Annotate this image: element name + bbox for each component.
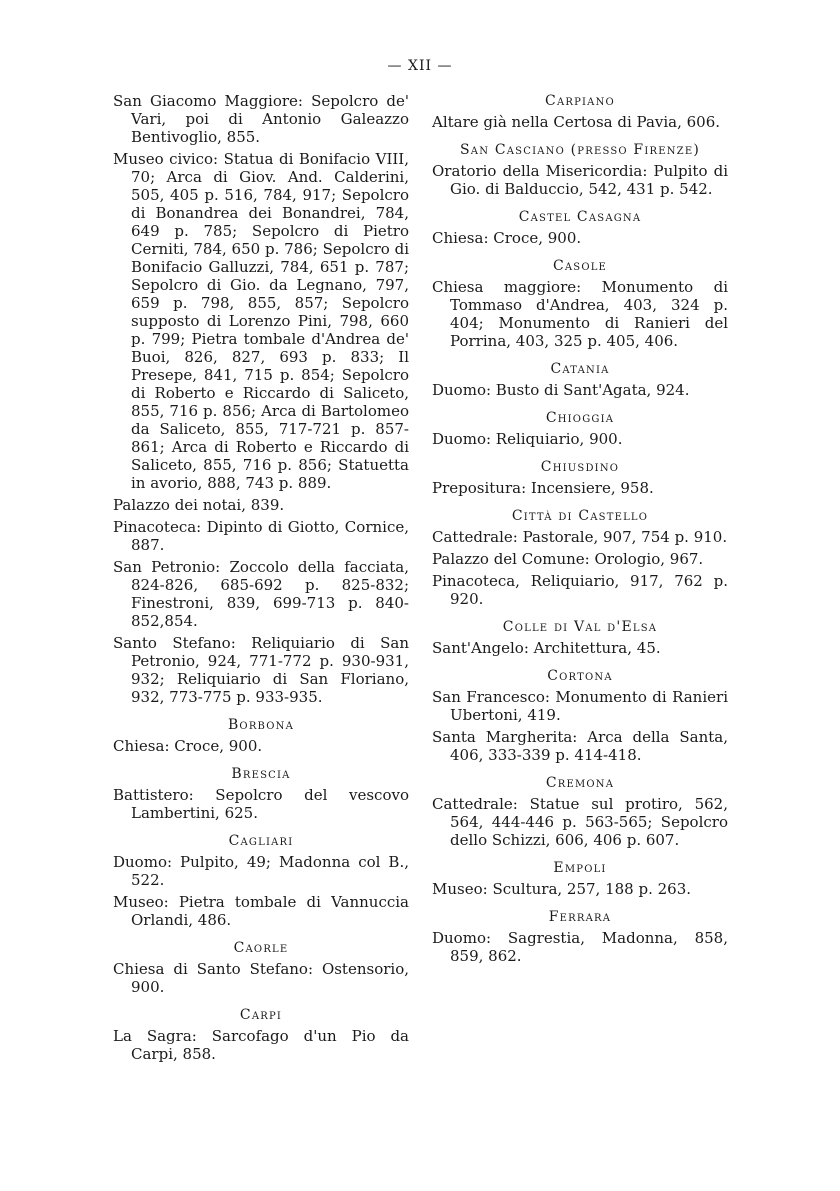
place-heading: Chioggia <box>545 410 615 426</box>
place-heading: Brescia <box>231 766 291 782</box>
place-heading: San Casciano (presso Firenze) <box>460 142 700 158</box>
place-heading: Cagliari <box>228 833 294 849</box>
index-entry: Chiesa maggiore: Monumento di Tommaso d'Andrea, 403, 324 p. 404; Monumento di Ranieri del Porrina, 403, 325 p. 405, 406. <box>432 278 728 350</box>
index-entry: Santa Margherita: Arca della Santa, 406, 333-339 p. 414-418. <box>432 728 728 764</box>
index-entry: Cattedrale: Statue sul protiro, 562, 564, 444-446 p. 563-565; Sepolcro dello Schizzi, 606, 406 p. 607. <box>432 795 728 849</box>
place-heading: Ferrara <box>548 909 612 925</box>
index-entry: La Sagra: Sarcofago d'un Pio da Carpi, 858. <box>113 1027 409 1063</box>
index-entry: Museo: Scultura, 257, 188 p. 263. <box>432 880 692 898</box>
place-heading: Borbona <box>227 717 295 733</box>
place-heading: Castel Casagna <box>518 209 642 225</box>
index-entry: Prepositura: Incensiere, 958. <box>432 479 654 497</box>
index-entry: San Giacomo Maggiore: Sepolcro de' Vari, poi di Antonio Galeazzo Bentivoglio, 855. <box>113 92 409 146</box>
index-entry: Palazzo del Comune: Orologio, 967. <box>432 550 704 568</box>
index-entry: Pinacoteca, Reliquiario, 917, 762 p. 920. <box>432 572 728 608</box>
index-entry: Oratorio della Misericordia: Pulpito di Gio. di Balduccio, 542, 431 p. 542. <box>432 162 728 198</box>
index-column-left <box>113 92 409 1067</box>
index-entry: Pinacoteca: Dipinto di Giotto, Cornice, 887. <box>113 518 409 554</box>
index-entry: Altare già nella Certosa di Pavia, 606. <box>432 113 721 131</box>
index-entry: Duomo: Pulpito, 49; Madonna col B., 522. <box>113 853 409 889</box>
index-entry: San Francesco: Monumento di Ranieri Ubertoni, 419. <box>432 688 728 724</box>
index-entry: Museo: Pietra tombale di Vannuccia Orlandi, 486. <box>113 893 409 929</box>
index-entry: San Petronio: Zoccolo della facciata, 824-826, 685-692 p. 825-832; Finestroni, 839, 699-713 p. 840-852,854. <box>113 558 409 630</box>
index-entry: Santo Stefano: Reliquiario di San Petronio, 924, 771-772 p. 930-931, 932; Reliquiario di San Floriano, 932, 773-775 p. 933-935. <box>113 634 409 706</box>
place-heading: Città di Castello <box>511 508 649 524</box>
place-heading: Casole <box>552 258 608 274</box>
index-entry: Palazzo dei notai, 839. <box>113 496 285 514</box>
place-heading: Colle di Val d'Elsa <box>502 619 658 635</box>
page-number: — XII — <box>387 58 453 74</box>
index-entry: Duomo: Sagrestia, Madonna, 858, 859, 862. <box>432 929 728 965</box>
place-heading: Caorle <box>233 940 289 956</box>
place-heading: Carpi <box>239 1007 283 1023</box>
index-column-right <box>432 92 728 969</box>
place-heading: Cremona <box>545 775 615 791</box>
index-entry: Chiesa: Croce, 900. <box>113 737 263 755</box>
index-entry: Battistero: Sepolcro del vescovo Lambertini, 625. <box>113 786 409 822</box>
index-entry: Cattedrale: Pastorale, 907, 754 p. 910. <box>432 528 728 546</box>
place-heading: Catania <box>550 361 610 377</box>
place-heading: Carpiano <box>545 93 615 109</box>
index-entry: Chiesa: Croce, 900. <box>432 229 582 247</box>
index-entry: Chiesa di Santo Stefano: Ostensorio, 900. <box>113 960 409 996</box>
place-heading: Chiusdino <box>540 459 620 475</box>
index-entry: Museo civico: Statua di Bonifacio VIII, 70; Arca di Giov. And. Calderini, 505, 405 p. 516, 784, 917; Sepolcro di Bonandrea dei Bonandrei, 784, 649 p. 785; Sepolcro di Pietro Cerniti, 784, 650 p. 786; Sepolcro di Bonifacio Galluzzi, 784, 651 p. 787; Sepolcro di Gio. da Legnano, 797, 659 p. 798, 855, 857; Sepolcro supposto di Lorenzo Pini, 798, 660 p. 799; Pietra tombale d'Andrea de' Buoi, 826, 827, 693 p. 833; Il Presepe, 841, 715 p. 854; Sepolcro di Roberto e Riccardo di Saliceto, 855, 716 p. 856; Arca di Bartolomeo da Saliceto, 855, 717-721 p. 857-861; Arca di Roberto e Riccardo di Saliceto, 855, 716 p. 856; Statuetta in avorio, 888, 743 p. 889. <box>113 150 409 492</box>
index-entry: Duomo: Reliquiario, 900. <box>432 430 623 448</box>
place-heading: Empoli <box>553 860 607 876</box>
place-heading: Cortona <box>547 668 613 684</box>
index-entry: Duomo: Busto di Sant'Agata, 924. <box>432 381 690 399</box>
index-entry: Sant'Angelo: Architettura, 45. <box>432 639 661 657</box>
